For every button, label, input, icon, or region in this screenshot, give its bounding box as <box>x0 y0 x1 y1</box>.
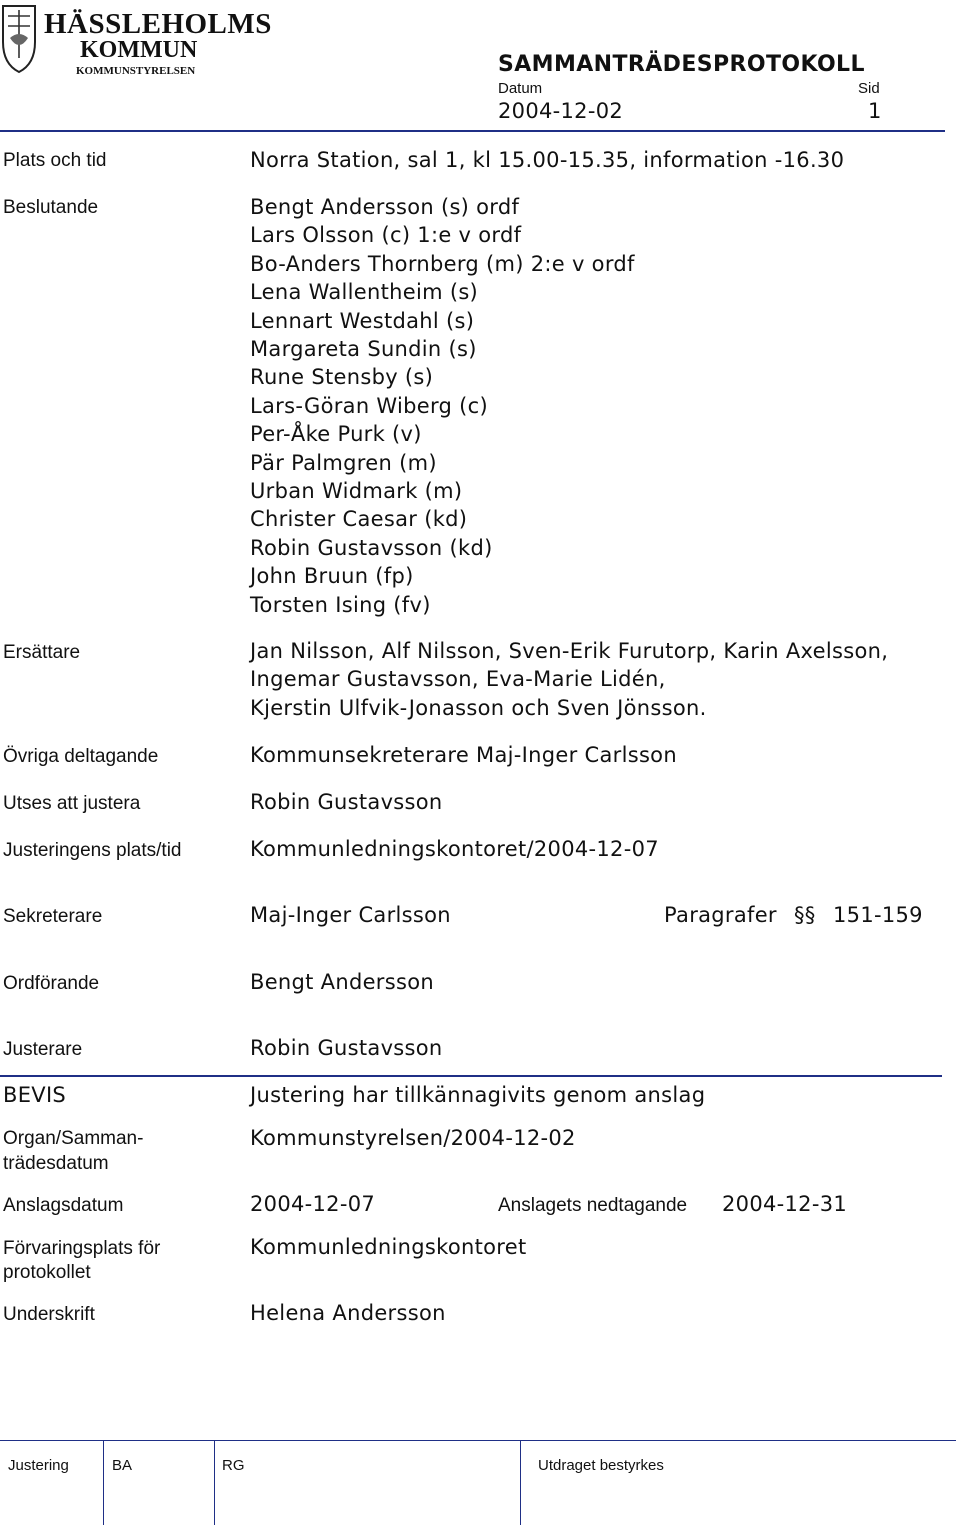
beslutande-member: Per-Åke Purk (v) <box>250 422 422 447</box>
paragrafer-symbols: §§ <box>794 903 816 927</box>
ersattare-list <box>250 637 888 722</box>
underskrift-label: Underskrift <box>3 1304 95 1325</box>
organ-value: Kommunstyrelsen/2004-12-02 <box>250 1126 576 1150</box>
nedtagande-label: Anslagets nedtagande <box>498 1195 688 1216</box>
footer-justering-label: Justering <box>8 1457 69 1474</box>
beslutande-member: Urban Widmark (m) <box>250 479 463 504</box>
anslagsdatum-value: 2004-12-07 <box>250 1192 376 1216</box>
utses-label: Utses att justera <box>3 793 141 814</box>
beslutande-member: Christer Caesar (kd) <box>250 507 468 532</box>
document-type-title: SAMMANTRÄDESPROTOKOLL <box>498 52 865 77</box>
justeringens-label: Justeringens plats/tid <box>3 840 182 861</box>
plats-value: Norra Station, sal 1, kl 15.00-15.35, information -16.30 <box>250 148 845 172</box>
beslutande-member: Lennart Westdahl (s) <box>250 308 475 333</box>
sekreterare-label: Sekreterare <box>3 906 103 927</box>
forvaring-label-line-1: Förvaringsplats för <box>3 1238 161 1259</box>
utses-value: Robin Gustavsson <box>250 790 443 814</box>
meeting-date: 2004-12-02 <box>498 99 624 123</box>
beslutande-member: Lars Olsson (c) 1:e v ordf <box>250 223 522 248</box>
footer-rule <box>0 1440 956 1441</box>
footer-initials-ba: BA <box>112 1457 133 1474</box>
bevis-statement: Justering har tillkännagivits genom anslag <box>250 1083 706 1107</box>
forvaring-value: Kommunledningskontoret <box>250 1235 527 1259</box>
beslutande-member: Bengt Andersson (s) ordf <box>250 195 520 219</box>
footer-divider-2 <box>214 1440 215 1525</box>
footer-utdraget-label: Utdraget bestyrkes <box>538 1457 664 1474</box>
paragrafer-label: Paragrafer <box>664 903 777 927</box>
beslutande-label: Beslutande <box>3 197 99 218</box>
org-name-line-1: HÄSSLEHOLMS <box>44 8 272 40</box>
beslutande-member: Pär Palmgren (m) <box>250 450 437 475</box>
beslutande-member: Lars-Göran Wiberg (c) <box>250 393 488 418</box>
footer-divider-1 <box>103 1440 104 1525</box>
ordforande-label: Ordförande <box>3 973 100 994</box>
beslutande-member: Robin Gustavsson (kd) <box>250 535 493 560</box>
ersattare-label: Ersättare <box>3 642 81 663</box>
bevis-title: BEVIS <box>3 1083 67 1107</box>
beslutande-member: Torsten Ising (fv) <box>250 592 431 617</box>
paragrafer-value: 151-159 <box>833 903 923 927</box>
sid-label: Sid <box>858 80 880 97</box>
beslutande-member: Rune Stensby (s) <box>250 365 434 390</box>
justerare-value: Robin Gustavsson <box>250 1036 443 1060</box>
beslutande-member: John Bruun (fp) <box>250 564 414 589</box>
header-rule <box>0 130 945 132</box>
organ-label-line-1: Organ/Samman- <box>3 1128 144 1149</box>
justeringens-value: Kommunledningskontoret/2004-12-07 <box>250 837 659 861</box>
ersattare-line: Kjerstin Ulfvik-Jonasson och Sven Jönsson. <box>250 695 707 720</box>
coat-of-arms-icon <box>0 2 38 74</box>
ersattare-line: Jan Nilsson, Alf Nilsson, Sven-Erik Furutorp, Karin Axelsson, <box>250 639 889 663</box>
organ-label-line-2: trädesdatum <box>3 1153 109 1174</box>
beslutande-member: Lena Wallentheim (s) <box>250 280 479 305</box>
page-number: 1 <box>868 99 882 123</box>
beslutande-member: Bo-Anders Thornberg (m) 2:e v ordf <box>250 251 635 276</box>
footer-divider-3 <box>520 1440 521 1525</box>
bevis-rule <box>0 1075 942 1077</box>
beslutande-member: Margareta Sundin (s) <box>250 337 477 362</box>
org-name-line-2: KOMMUN <box>80 37 198 63</box>
org-unit: KOMMUNSTYRELSEN <box>76 65 196 77</box>
forvaring-label-line-2: protokollet <box>3 1262 91 1283</box>
beslutande-list <box>250 193 635 619</box>
sekreterare-value: Maj-Inger Carlsson <box>250 903 451 927</box>
anslagsdatum-label: Anslagsdatum <box>3 1195 124 1216</box>
ordforande-value: Bengt Andersson <box>250 970 434 994</box>
justerare-label: Justerare <box>3 1039 83 1060</box>
underskrift-value: Helena Andersson <box>250 1301 446 1325</box>
ersattare-line: Ingemar Gustavsson, Eva-Marie Lidén, <box>250 667 666 692</box>
footer-initials-rg: RG <box>222 1457 245 1474</box>
nedtagande-value: 2004-12-31 <box>722 1192 848 1216</box>
ovriga-value: Kommunsekreterare Maj-Inger Carlsson <box>250 743 677 767</box>
datum-label: Datum <box>498 80 543 97</box>
ovriga-label: Övriga deltagande <box>3 746 159 767</box>
plats-label: Plats och tid <box>3 150 107 171</box>
